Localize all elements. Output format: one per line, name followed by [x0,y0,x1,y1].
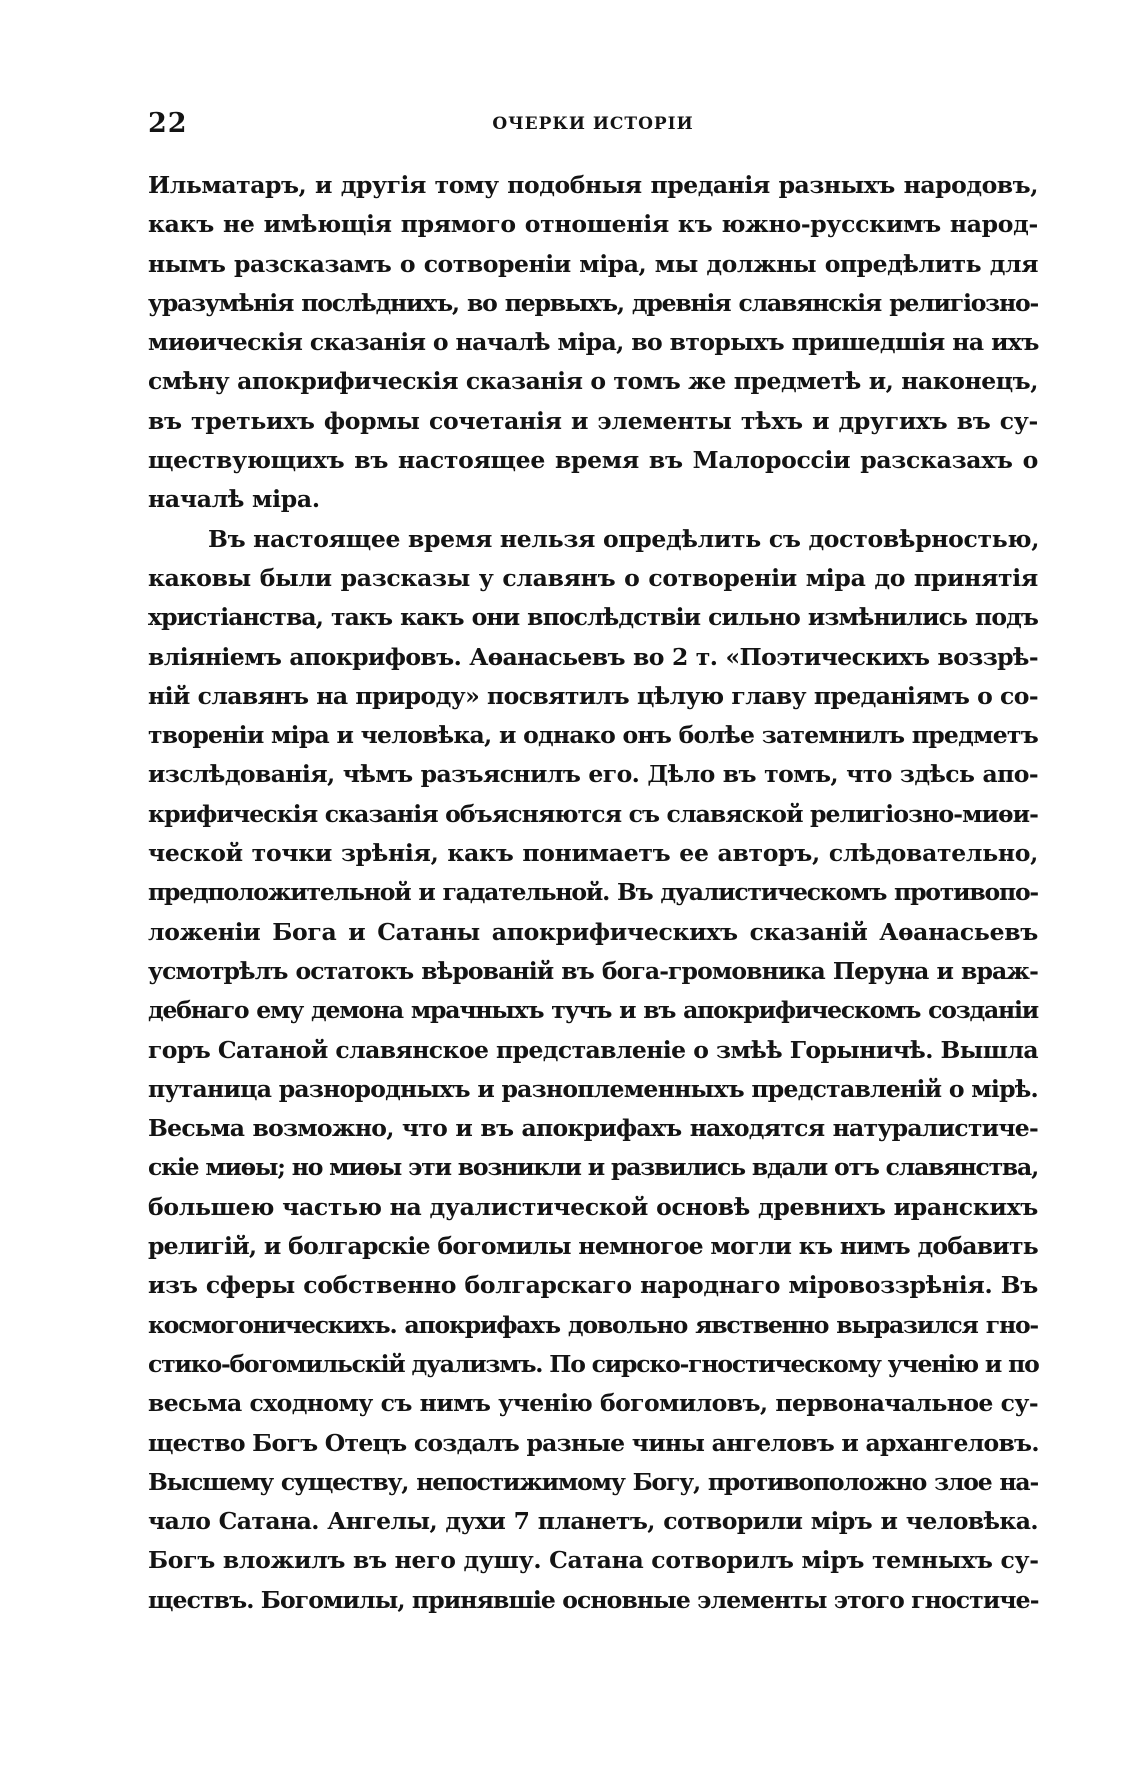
text-line: нымъ разсказамъ о сотвореніи міра, мы должны опредѣлить для [148,249,1038,278]
text-line: вліяніемъ апокрифовъ. Аѳанасьевъ во 2 т. «Поэтическихъ воззрѣ- [148,642,1038,671]
paragraph [148,166,1038,520]
running-title: ОЧЕРКИ ИСТОРІИ [492,114,694,134]
text-line: религій, и болгарскіе богомилы немногое могли къ нимъ добавить [148,1232,1038,1261]
text-line: въ третьихъ формы сочетанія и элементы тѣхъ и другихъ въ су- [148,406,1038,435]
text-line: Ильматаръ, и другія тому подобныя преданія разныхъ народовъ, [148,171,1038,199]
text-line: дебнаго ему демона мрачныхъ тучъ и въ апокрифическомъ созданіи [148,996,1038,1025]
text-line: смѣну апокрифическія сказанія о томъ же предметѣ и, наконецъ, [148,367,1038,396]
text-line: уразумѣнія послѣднихъ, во первыхъ, древнія славянскія религіозно- [148,288,1038,317]
text-line: началѣ міра. [148,485,320,514]
text-line: изслѣдованія, чѣмъ разъяснилъ его. Дѣло въ томъ, что здѣсь апо- [148,760,1038,789]
text-line: щество Богъ Отецъ создалъ разные чины ангеловъ и архангеловъ. [148,1428,1039,1457]
text-line: стико-богомильскій дуализмъ. По сирско-гностическому ученію и по [148,1349,1039,1378]
text-line: путаница разнородныхъ и разноплеменныхъ представленій о мірѣ. [148,1074,1038,1103]
text-line: твореніи міра и человѣка, и однако онъ болѣе затемнилъ предметъ [148,721,1038,750]
text-line: ществующихъ въ настоящее время въ Малороссіи разсказахъ о [148,446,1038,475]
text-line: усмотрѣлъ остатокъ вѣрованій въ бога-громовника Перуна и враж- [148,956,1038,985]
text-line: Весьма возможно, что и въ апокрифахъ находятся натуралистиче- [148,1114,1038,1143]
text-line: скіе миѳы; но миѳы эти возникли и развились вдали отъ славянства, [148,1153,1039,1182]
text-line: Въ настоящее время нельзя опредѣлить съ достовѣрностью, [208,524,1040,553]
text-line: большею частью на дуалистической основѣ древнихъ иранскихъ [148,1192,1038,1221]
text-line: ческой точки зрѣнія, какъ понимаетъ ее авторъ, слѣдовательно, [148,839,1038,868]
text-line: изъ сферы собственно болгарскаго народнаго міровоззрѣнія. Въ [148,1271,1038,1300]
text-line: Высшему существу, непостижимому Богу, противоположно злое на- [148,1467,1038,1496]
text-line: ній славянъ на природу» посвятилъ цѣлую главу преданіямъ о со- [148,681,1038,710]
text-line: Богъ вложилъ въ него душу. Сатана сотворилъ міръ темныхъ су- [148,1546,1039,1575]
text-line: чало Сатана. Ангелы, духи 7 планетъ, сотворили міръ и человѣка. [148,1507,1038,1536]
text-line: миѳическія сказанія о началѣ міра, во вторыхъ пришедшія на ихъ [148,328,1039,357]
text-line: какъ не имѣющія прямого отношенія къ южно-русскимъ народ- [148,210,1038,239]
text-line: христіанства, такъ какъ они впослѣдствіи сильно измѣнились подъ [148,603,1038,632]
page-number: 22 [148,108,188,139]
body-text [148,166,1038,1620]
text-line: космогоническихъ. апокрифахъ довольно явственно выразился гно- [148,1310,1038,1339]
paragraph [148,520,1038,1620]
text-line: ложеніи Бога и Сатаны апокрифическихъ сказаній Аѳанасьевъ [148,917,1038,946]
text-line: горъ Сатаной славянское представленіе о змѣѣ Горыничѣ. Вышла [148,1035,1038,1064]
text-line: весьма сходному съ нимъ ученію богомиловъ, первоначальное су- [148,1389,1038,1418]
text-line: ществъ. Богомилы, принявшіе основные элементы этого гностиче- [148,1585,1039,1614]
text-line: крифическія сказанія объясняются съ славяской религіозно-миѳи- [148,799,1038,828]
text-line: каковы были разсказы у славянъ о сотвореніи міра до принятія [148,563,1038,592]
page-header [148,104,1038,144]
text-line: предположительной и гадательной. Въ дуалистическомъ противопо- [148,878,1038,907]
